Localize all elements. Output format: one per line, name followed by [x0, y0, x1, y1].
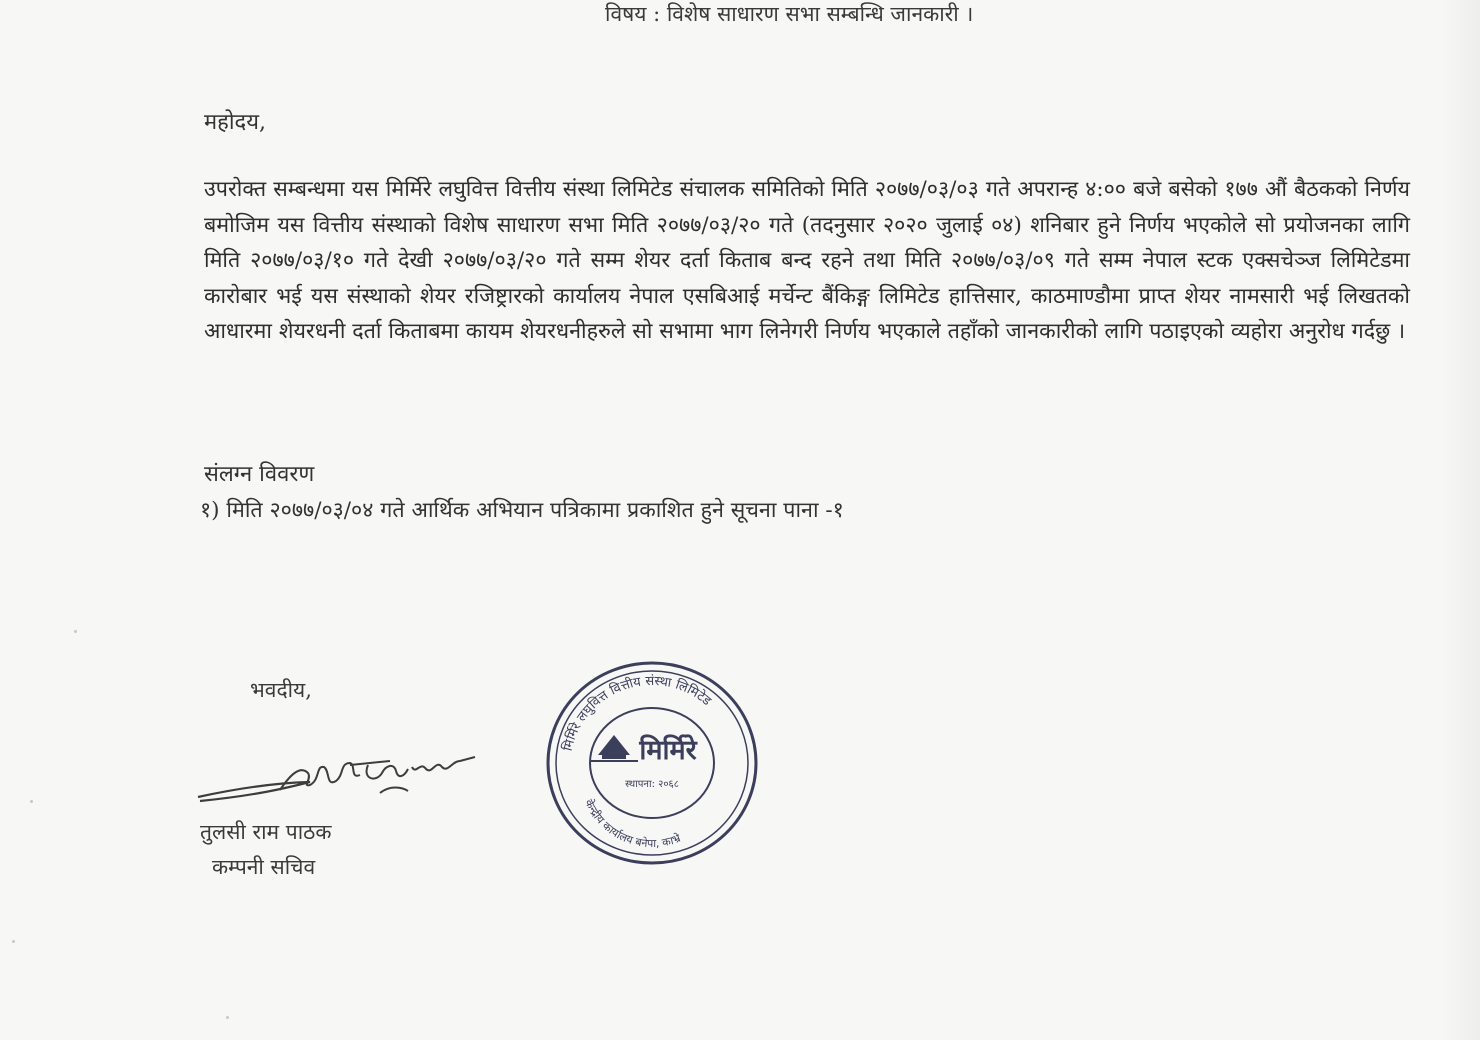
paper-speck — [74, 630, 77, 633]
page-edge-shadow — [1440, 0, 1480, 1040]
seal-ring-text: मिर्मिरे लघुवित्त वित्तीय संस्था लिमिटेड — [560, 673, 714, 753]
letter-subject: विषय : विशेष साधारण सभा सम्बन्धि जानकारी । — [605, 2, 974, 26]
signer-name: तुलसी राम पाठक — [200, 820, 332, 844]
paper-speck — [30, 800, 33, 803]
signer-title: कम्पनी सचिव — [212, 855, 316, 879]
letter-body: उपरोक्त सम्बन्धमा यस मिर्मिरे लघुवित्त वित्तीय संस्था लिमिटेड संचालक समितिको मिति २०७७/०३/०३ गते अपरान्ह ४:०० बजे बसेको १७७ औं बैठकको निर्णय बमोजिम यस वित्तीय संस्थाको विशेष साधारण सभा मिति २०७७/०३/२० गते (तदनुसार २०२० जुलाई ०४) शनिबार हुने निर्णय भएकोले सो प्रयोजनका लागि मिति २०७७/०३/१० गते देखी २०७७/०३/२० गते सम्म शेयर दर्ता किताब बन्द रहने तथा मिति २०७७/०३/०९ गते सम्म नेपाल स्टक एक्सचेञ्ज लिमिटेडमा कारोबार भई यस संस्थाको शेयर रजिष्ट्रारको कार्यालय नेपाल एसबिआई मर्चेन्ट बैंकिङ्ग लिमिटेड हात्तिसार, काठमाण्डौमा प्राप्त शेयर नामसारी भई लिखतको आधारमा शेयरधनी दर्ता किताबमा कायम शेयरधनीहरुले सो सभामा भाग लिनेगरी निर्णय भएकाले तहाँको जानकारीको लागि पठाइएको व्यहोरा अनुरोध गर्दछु । — [204, 177, 1410, 344]
paper-speck — [12, 940, 15, 943]
seal-bottom-text: केन्द्रीय कार्यालय बनेपा, काभ्रे — [582, 797, 683, 851]
seal-established: स्थापना: २०६८ — [625, 779, 679, 790]
handwritten-signature — [190, 735, 490, 815]
company-seal — [540, 655, 765, 870]
attachment-heading: संलग्न विवरण — [204, 462, 315, 487]
seal-center-text: मिर्मिरे — [639, 735, 697, 766]
paper-speck — [226, 1016, 229, 1019]
salutation: महोदय, — [204, 110, 266, 135]
closing-line: भवदीय, — [250, 678, 312, 702]
attachment-item: १) मिति २०७७/०३/०४ गते आर्थिक अभियान पत्रिकामा प्रकाशित हुने सूचना पाना -१ — [200, 498, 844, 523]
